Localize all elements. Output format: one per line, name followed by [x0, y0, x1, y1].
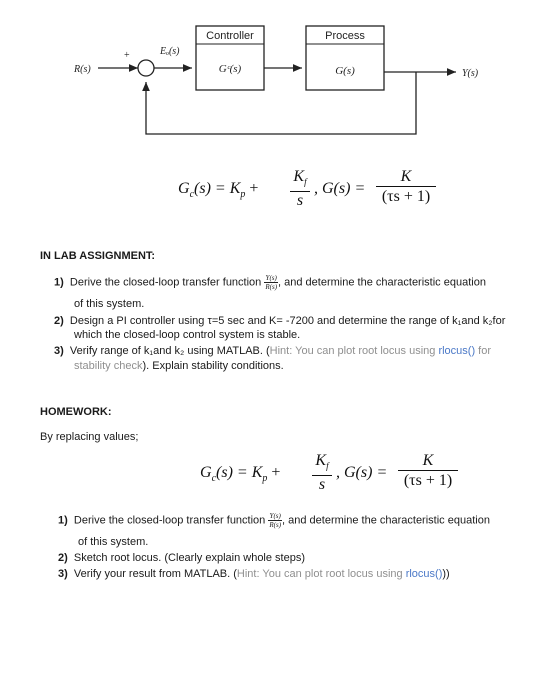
hw-frac-numerator: Y(s)	[269, 512, 281, 520]
hw-frac-denominator: R(s)	[269, 521, 282, 529]
lab-item-3-hint: Hint: You can plot root locus using	[269, 345, 439, 357]
lab-item-1-number: 1)	[54, 276, 64, 289]
lab-item-3-line2	[74, 359, 284, 373]
sum-plus-sign: +	[124, 50, 130, 61]
gc-symbol: G	[178, 180, 190, 197]
lab-item-2-line2: which the closed-loop control system is stable.	[74, 329, 301, 341]
homework-intro: By replacing values;	[40, 431, 139, 443]
hw-kf-denominator: s	[318, 476, 326, 494]
lab-item-3-stability-hint: stability check	[74, 360, 143, 372]
lab-item-3-number: 3)	[54, 345, 64, 357]
hw-kf-numerator: K	[315, 452, 327, 469]
hw-item-2	[58, 551, 305, 565]
controller-title: Controller	[206, 30, 254, 42]
lab-item-3-text: Verify range of k₁and k₂ using MATLAB. (	[69, 345, 270, 357]
controller-tf: Gᶜ(s)	[218, 63, 242, 75]
error-label: Eₒ(s)	[160, 46, 180, 57]
lab-item-1-post: , and determine the characteristic equation	[278, 276, 486, 289]
lab-item-2	[54, 314, 554, 328]
hw-item-1	[58, 512, 554, 529]
hw-gc-subscript: c	[211, 473, 217, 485]
kf-denominator: s	[296, 192, 304, 210]
hw-item-2-number: 2)	[58, 552, 68, 564]
hw-item-1-post: , and determine the characteristic equation	[282, 514, 490, 527]
hw-kp-subscript: p	[262, 473, 268, 485]
hw-gc-symbol: G	[200, 464, 212, 481]
hw-item-1-cont: of this system.	[78, 536, 149, 548]
hw-item-3-post: ))	[442, 568, 450, 580]
hw-kf-subscript: f	[326, 461, 329, 472]
homework-equation	[200, 452, 460, 500]
k-denominator: (τs + 1)	[381, 188, 431, 205]
lab-item-2-number: 2)	[54, 315, 64, 327]
hw-item-3-text: Verify your result from MATLAB. (	[73, 568, 237, 580]
hw-gc-mid: (s) = K	[216, 464, 263, 481]
output-label: Y(s)	[462, 68, 479, 79]
hw-item-3	[58, 567, 450, 581]
lab-frac-denominator: R(s)	[265, 283, 278, 291]
kf-numerator: K	[293, 168, 305, 185]
process-title: Process	[325, 30, 365, 42]
hw-rlocus-link: rlocus()	[405, 568, 443, 580]
hw-item-2-text: Sketch root locus. (Clearly explain whole steps)	[73, 552, 306, 564]
transfer-function-equation	[178, 168, 438, 216]
block-diagram	[0, 0, 560, 160]
g-part: , G(s) =	[314, 180, 366, 197]
hw-item-1-text: Derive the closed-loop transfer function	[73, 514, 266, 527]
lab-heading: IN LAB ASSIGNMENT:	[40, 250, 156, 262]
gc-subscript: c	[189, 189, 195, 201]
kf-subscript: f	[304, 177, 307, 188]
lab-item-3	[54, 344, 554, 358]
gc-mid: (s) = K	[194, 180, 241, 197]
lab-item-1-text: Derive the closed-loop transfer function	[69, 276, 262, 289]
hw-plus-sign: +	[271, 464, 281, 481]
lab-frac-numerator: Y(s)	[265, 274, 277, 282]
k-numerator: K	[376, 168, 436, 187]
hw-item-3-hint: Hint: You can plot root locus using	[236, 568, 406, 580]
plus-sign: +	[249, 180, 259, 197]
lab-item-3-hint2: for	[475, 345, 492, 357]
hw-k-numerator: K	[398, 452, 458, 471]
hw-item-1-number: 1)	[58, 514, 68, 527]
hw-g-part: , G(s) =	[336, 464, 388, 481]
lab-item-1-cont: of this system.	[74, 298, 145, 310]
lab-rlocus-link: rlocus()	[438, 345, 476, 357]
lab-item-1	[54, 274, 554, 291]
input-label: R(s)	[74, 64, 91, 75]
hw-k-denominator: (τs + 1)	[403, 472, 453, 489]
kp-subscript: p	[240, 189, 246, 201]
lab-item-2-line1: Design a PI controller using τ=5 sec and K= -7200 and determine the range of k₁and k₂for	[69, 315, 506, 327]
summing-junction	[138, 60, 154, 76]
lab-item-3-line2-post: ). Explain stability conditions.	[142, 360, 284, 372]
homework-heading: HOMEWORK:	[40, 406, 112, 418]
process-tf: G(s)	[335, 65, 355, 77]
hw-item-3-number: 3)	[58, 568, 68, 580]
